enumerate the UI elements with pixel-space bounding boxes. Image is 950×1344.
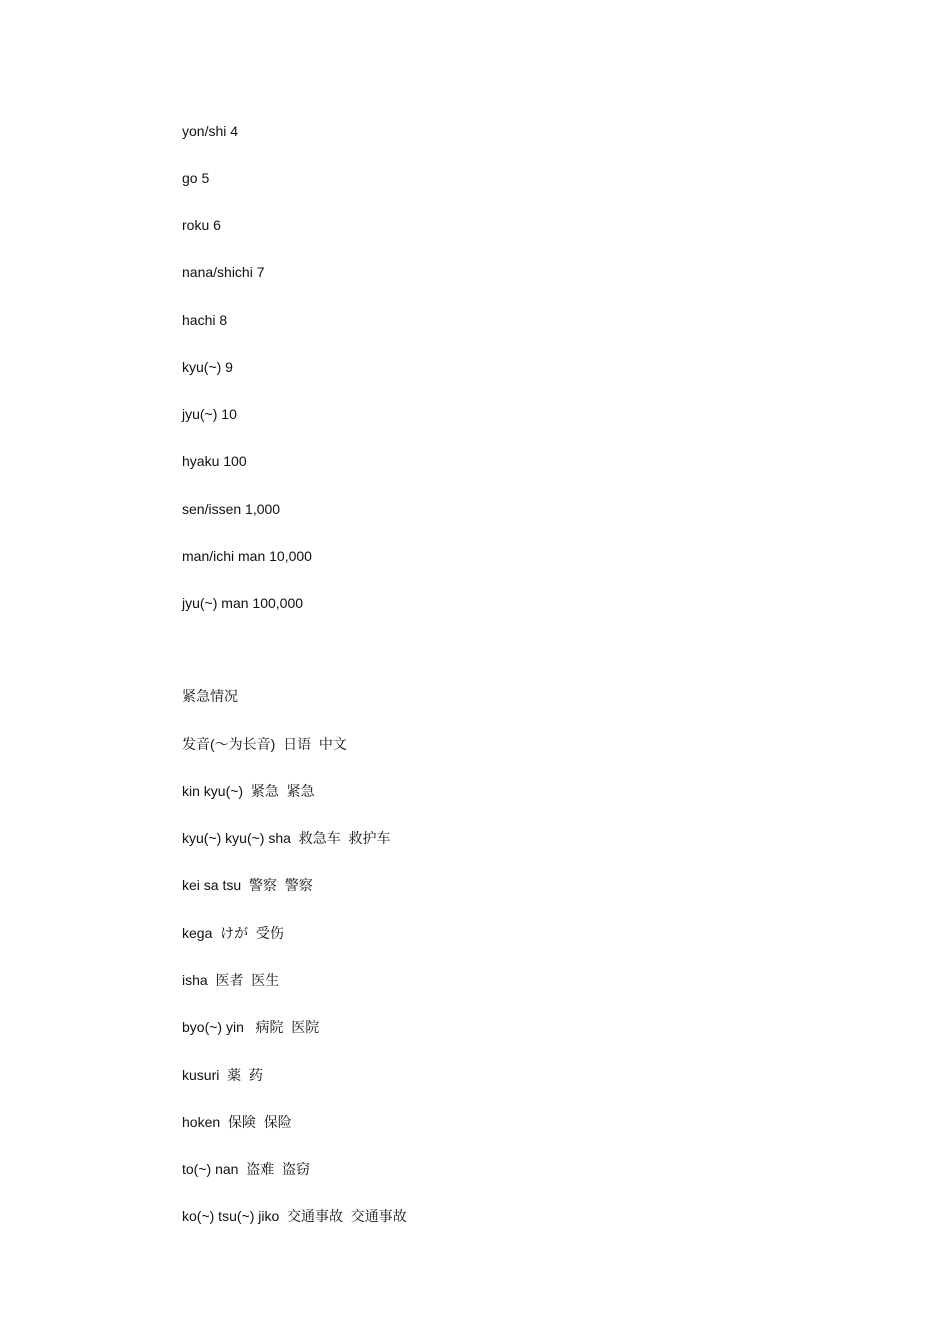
vocab-row: hoken 保険 保险 xyxy=(182,1114,292,1130)
section-heading: 紧急情况 xyxy=(182,689,238,705)
vocab-row: kin kyu(~) 紧急 紧急 xyxy=(182,783,315,799)
number-line-10000: man/ichi man 10,000 xyxy=(182,548,312,564)
table-header-row: 发音(～为长音) 日语 中文 xyxy=(182,736,347,752)
vocab-row: kei sa tsu 警察 警察 xyxy=(182,877,313,893)
vocab-row: byo(~) yin 病院 医院 xyxy=(182,1019,320,1035)
number-line-9: kyu(~) 9 xyxy=(182,359,233,375)
number-line-8: hachi 8 xyxy=(182,312,228,328)
vocab-row: kyu(~) kyu(~) sha 救急车 救护车 xyxy=(182,830,391,846)
number-line-10: jyu(~) 10 xyxy=(182,406,237,422)
vocab-row: isha 医者 医生 xyxy=(182,972,280,988)
vocab-row: to(~) nan 盗难 盗窃 xyxy=(182,1161,310,1177)
number-line-7: nana/shichi 7 xyxy=(182,264,265,280)
number-line-4: yon/shi 4 xyxy=(182,123,239,139)
number-line-5: go 5 xyxy=(182,170,210,186)
number-line-100: hyaku 100 xyxy=(182,453,247,469)
number-line-1000: sen/issen 1,000 xyxy=(182,501,281,517)
number-line-100000: jyu(~) man 100,000 xyxy=(182,595,304,611)
vocab-row: kusuri 薬 药 xyxy=(182,1067,263,1083)
number-line-6: roku 6 xyxy=(182,217,221,233)
vocab-row: ko(~) tsu(~) jiko 交通事故 交通事故 xyxy=(182,1208,407,1224)
vocab-row: kega けが 受伤 xyxy=(182,925,284,941)
